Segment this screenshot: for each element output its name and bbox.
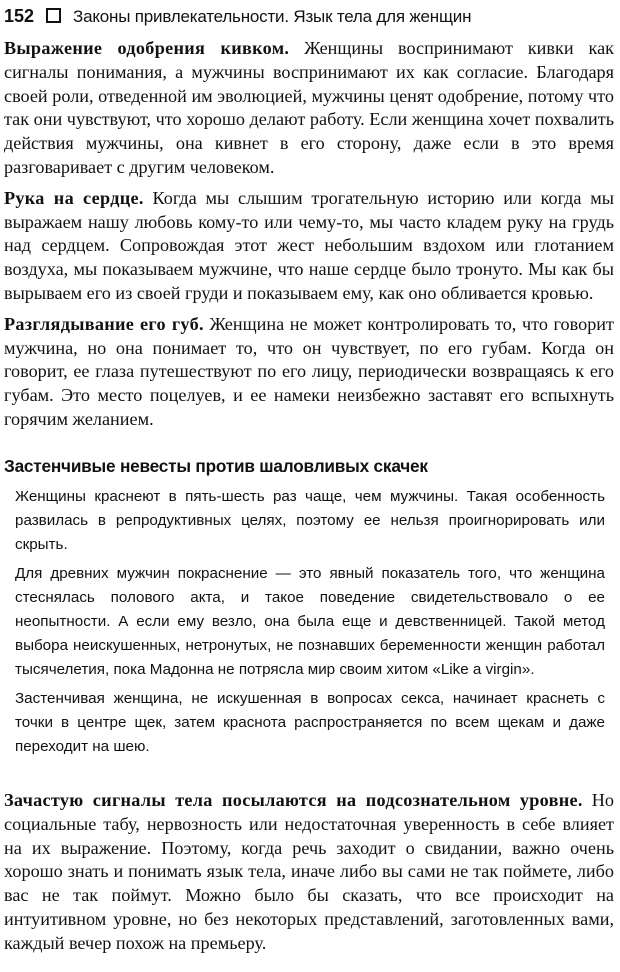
paragraph-looking-at-lips <box>4 313 614 432</box>
paragraph-lead: Рука на сердце. <box>4 187 144 208</box>
paragraph-nod-approval <box>4 37 614 180</box>
sidebar-title: Застенчивые невесты против шаловливых скачек <box>4 456 428 476</box>
sidebar-paragraph: Женщины краснеют в пять-шесть раз чаще, чем мужчины. Такая особенность развилась в репродуктивных целях, поэтому ее нельзя проигнорировать или скрыть. <box>15 488 605 553</box>
paragraph-text: Но социальные табу, нервозность или недостаточная уверенность в себе влияет на их выражение. Поэтому, когда речь заходит о свидании, важно очень хорошо знать и понимать язык тела, иначе либо вы сами не так поймете, либо вас не так поймут. Можно было бы сказать, что все происходит на интуитивном уровне, но без некоторых представлений, заготовленных вами, каждый вечер похож на премьеру. <box>4 790 614 953</box>
paragraph-text: Когда мы слышим трогательную историю или когда мы выражаем нашу любовь кому-то или чему-то, мы часто кладем руку на грудь над сердцем. Сопровождая этот жест небольшим вздохом или глотанием воздуха, мы показываем мужчине, что наше сердце было тронуто. Мы как бы вырываем его из своей груди и показываем ему, как оно обливается кровью. <box>4 187 614 303</box>
paragraph-subconscious-signals <box>4 789 614 956</box>
checkbox-square-icon <box>46 8 61 23</box>
page-number: 152 <box>4 6 35 26</box>
sidebar-box <box>15 485 605 765</box>
sidebar-paragraph: Для древних мужчин покраснение — это явный показатель того, что женщина стеснялась полового акта, и такое поведение свидетельствовало о ее неопытности. А если ему везло, она была еще и девственницей. Такой метод выбора неискушенных, нетронутых, не познавших беременности женщин работал тысячелетия, пока Мадонна не потрясла мир своим хитом «Like a virgin». <box>15 565 605 678</box>
paragraph-lead: Зачастую сигналы тела посылаются на подсознательном уровне. <box>4 790 583 810</box>
paragraph-lead: Разглядывание его губ. <box>4 313 204 334</box>
running-header <box>4 2 616 30</box>
body-text-bottom <box>4 789 614 963</box>
paragraph-text: Женщина не может контролировать то, что говорит мужчина, но она понимает то, что он чувствует, по его губам. Когда он говорит, ее глаза путешествуют по его лицу, периодически возвращаясь к его губам. Это место поцелуев, и ее намеки неизбежно заставят его вспыхнуть горячим желанием. <box>4 313 614 429</box>
paragraph-hand-on-heart <box>4 187 614 306</box>
running-title: Законы привлекательности. Язык тела для женщин <box>73 7 472 26</box>
body-text-top <box>4 37 614 439</box>
paragraph-text: Женщины воспринимают кивки как сигналы понимания, а мужчины воспринимают их как согласие. Благодаря своей роли, отведенной им эволюцией, мужчины ценят одобрение, потому что так они чувствуют, что хорошо делают работу. Если женщина хочет похвалить действия мужчины, она кивнет в его сторону, даже если в это время разговаривает с другим человеком. <box>4 38 614 177</box>
paragraph-lead: Выражение одобрения кивком. <box>4 38 290 58</box>
sidebar-paragraph: Застенчивая женщина, не искушенная в вопросах секса, начинает краснеть с точки в центре щек, затем краснота распространяется по всем щекам и даже переходит на шею. <box>15 690 605 755</box>
